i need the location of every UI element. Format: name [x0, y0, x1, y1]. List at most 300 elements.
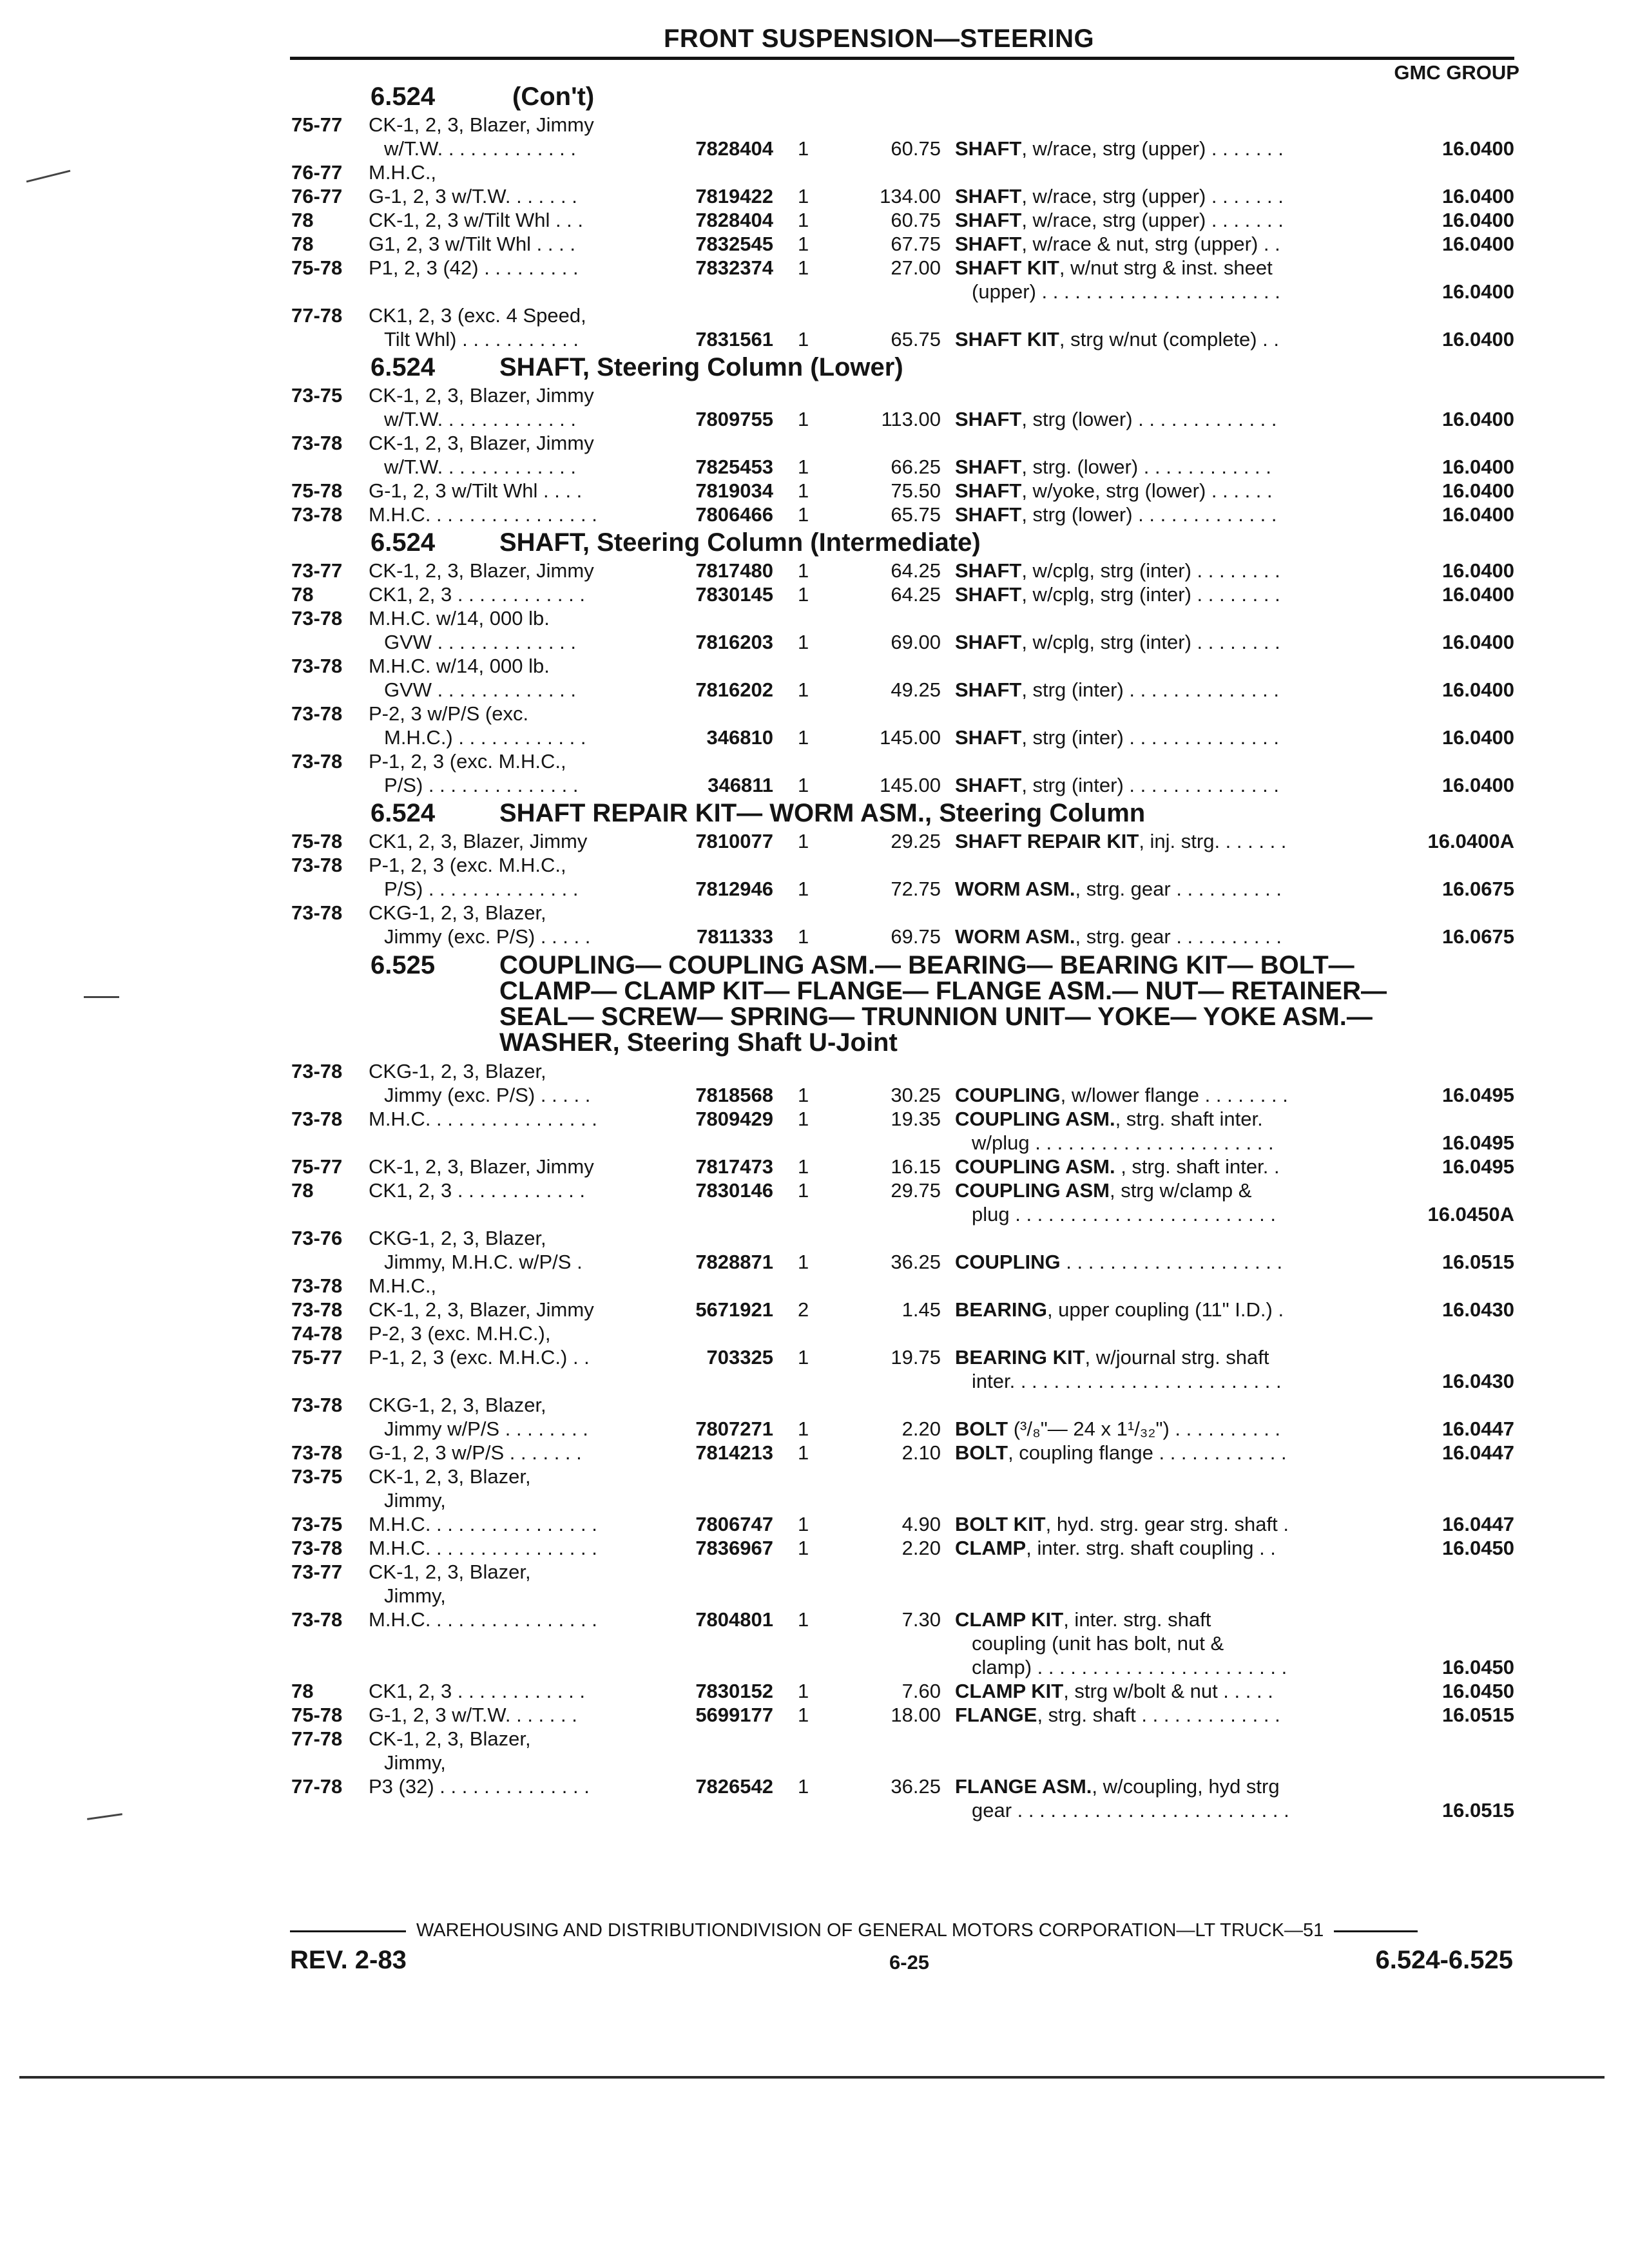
part-name: SHAFT [955, 479, 1022, 502]
parts-row [0, 160, 1629, 184]
part-description [955, 1250, 1282, 1274]
year-range: 73-75 [291, 1513, 343, 1535]
price: 60.75 [891, 137, 941, 160]
year-range: 73-75 [291, 384, 343, 407]
model-application: P1, 2, 3 (42) . . . . . . . . . [369, 256, 579, 279]
quantity: 1 [798, 1608, 809, 1631]
part-name: BEARING KIT [955, 1346, 1085, 1369]
part-description [955, 1083, 1288, 1107]
year-range: 78 [291, 1179, 314, 1202]
model-application: Jimmy, [384, 1751, 446, 1774]
revision-label: REV. 2-83 [290, 1946, 407, 1974]
part-detail: , w/race, strg (upper) . . . . . . . [1021, 137, 1284, 160]
part-description [955, 1178, 1251, 1202]
year-range: 73-78 [291, 432, 343, 454]
reference-number: 16.0400 [1441, 774, 1514, 796]
model-application: P-1, 2, 3 (exc. M.H.C., [369, 750, 566, 773]
model-application: P-2, 3 (exc. M.H.C.), [369, 1322, 551, 1345]
scan-edge-line [19, 2076, 1605, 2079]
year-range: 77-78 [291, 304, 343, 327]
part-name: SHAFT [955, 583, 1022, 606]
model-application: CK-1, 2, 3, Blazer, Jimmy [369, 1298, 594, 1321]
section-title: SHAFT REPAIR KIT— WORM ASM., Steering Column [499, 799, 1146, 827]
part-name: SHAFT KIT [955, 256, 1059, 279]
price: 7.30 [901, 1608, 941, 1631]
year-range: 78 [291, 209, 314, 231]
reference-number: 16.0675 [1441, 925, 1514, 948]
year-range: 75-78 [291, 1704, 343, 1726]
part-number: 7828871 [695, 1251, 773, 1273]
price: 66.25 [891, 456, 941, 478]
model-application: CK-1, 2, 3, Blazer, Jimmy [369, 1155, 594, 1178]
part-detail: , w/coupling, hyd strg [1092, 1775, 1280, 1798]
parts-row [0, 184, 1629, 208]
parts-row [0, 829, 1629, 853]
price: 19.35 [891, 1108, 941, 1130]
part-name: CLAMP KIT [955, 1608, 1064, 1631]
model-application: M.H.C. w/14, 000 lb. [369, 655, 550, 677]
part-name: COUPLING [955, 1251, 1061, 1273]
model-application: P3 (32) . . . . . . . . . . . . . . [369, 1775, 590, 1798]
parts-row [0, 773, 1629, 797]
reference-number: 16.0400 [1441, 137, 1514, 160]
year-range: 73-76 [291, 1227, 343, 1249]
price: 72.75 [891, 878, 941, 900]
parts-row [0, 1774, 1629, 1798]
price: 75.50 [891, 479, 941, 502]
part-name: FLANGE ASM. [955, 1775, 1092, 1798]
section-title [499, 952, 1530, 1055]
year-range: 73-78 [291, 1441, 343, 1464]
quantity: 1 [798, 1179, 809, 1202]
model-application: CK-1, 2, 3, Blazer, Jimmy [369, 559, 594, 582]
reference-number: 16.0400 [1441, 631, 1514, 653]
year-range: 73-78 [291, 1060, 343, 1082]
price: 113.00 [881, 408, 941, 430]
price: 49.25 [891, 678, 941, 701]
part-number: 5671921 [695, 1298, 773, 1321]
parts-row [0, 383, 1629, 407]
part-description [972, 280, 1280, 303]
part-detail: , strg (lower) . . . . . . . . . . . . . [1021, 503, 1277, 526]
parts-row [0, 1536, 1629, 1560]
part-number: 7806466 [695, 503, 773, 526]
part-number: 7806747 [695, 1513, 773, 1535]
model-application: Jimmy, M.H.C. w/P/S . [384, 1251, 583, 1273]
model-application: CK-1, 2, 3, Blazer, Jimmy [369, 432, 594, 454]
year-range: 75-77 [291, 113, 343, 136]
part-description [955, 208, 1284, 232]
model-application: CK1, 2, 3 . . . . . . . . . . . . [369, 1179, 585, 1202]
header-rule [290, 57, 1514, 60]
reference-number: 16.0400 [1441, 456, 1514, 478]
quantity: 1 [798, 1346, 809, 1369]
quantity: 1 [798, 631, 809, 653]
parts-row [0, 1488, 1629, 1512]
reference-number: 16.0400 [1441, 559, 1514, 582]
reference-number: 16.0515 [1441, 1251, 1514, 1273]
part-name: SHAFT [955, 774, 1022, 796]
part-detail: , strg. gear . . . . . . . . . . [1075, 878, 1282, 900]
parts-row [0, 1512, 1629, 1536]
parts-row [0, 407, 1629, 431]
year-range: 75-78 [291, 256, 343, 279]
reference-number: 16.0450 [1441, 1656, 1514, 1678]
reference-number: 16.0447 [1441, 1418, 1514, 1440]
parts-row [0, 877, 1629, 901]
part-name: SHAFT [955, 233, 1022, 255]
model-application: M.H.C., [369, 161, 437, 184]
quantity: 1 [798, 209, 809, 231]
parts-row [0, 1202, 1629, 1226]
parts-row [0, 678, 1629, 702]
section-heading [0, 948, 1629, 1059]
part-description [955, 678, 1279, 702]
part-description [955, 1608, 1211, 1631]
part-name: COUPLING ASM. [955, 1155, 1115, 1178]
part-description [955, 479, 1273, 503]
quantity: 1 [798, 408, 809, 430]
year-range: 73-78 [291, 1274, 343, 1297]
model-application: CK-1, 2, 3, Blazer, [369, 1465, 531, 1488]
part-number: 7832545 [695, 233, 773, 255]
year-range: 76-77 [291, 161, 343, 184]
reference-number: 16.0495 [1441, 1084, 1514, 1106]
part-detail: (upper) . . . . . . . . . . . . . . . . . . . . . . [972, 280, 1280, 303]
part-detail: . . . . . . . . . . . . . . . . . . . . [1060, 1251, 1283, 1273]
quantity: 1 [798, 559, 809, 582]
parts-row [0, 327, 1629, 351]
price: 65.75 [891, 328, 941, 351]
parts-row [0, 630, 1629, 654]
part-name: FLANGE [955, 1704, 1037, 1726]
price: 29.25 [891, 830, 941, 852]
part-detail: , strg. (lower) . . . . . . . . . . . . [1021, 456, 1271, 478]
parts-row [0, 232, 1629, 256]
part-detail: , strg (inter) . . . . . . . . . . . . . . [1021, 726, 1279, 749]
part-description [955, 582, 1280, 606]
model-application: G-1, 2, 3 w/T.W. . . . . . . [369, 1704, 577, 1726]
reference-number: 16.0675 [1441, 878, 1514, 900]
price: 69.00 [891, 631, 941, 653]
part-number: 7836967 [695, 1537, 773, 1559]
part-detail: , strg. shaft inter. . [1115, 1155, 1280, 1178]
quantity: 1 [798, 726, 809, 749]
parts-row [0, 1608, 1629, 1631]
model-application: Jimmy, [384, 1489, 446, 1512]
section-heading [0, 526, 1629, 559]
quantity: 1 [798, 583, 809, 606]
part-number: 703325 [706, 1346, 773, 1369]
part-name: CLAMP KIT [955, 1680, 1064, 1702]
price: 64.25 [891, 583, 941, 606]
year-range: 74-78 [291, 1322, 343, 1345]
reference-number: 16.0430 [1441, 1298, 1514, 1321]
section-number: 6.524 [371, 799, 436, 827]
part-detail: , hyd. strg. gear strg. shaft . [1045, 1513, 1289, 1535]
year-range: 75-77 [291, 1155, 343, 1178]
quantity: 1 [798, 1155, 809, 1178]
part-number: 7828404 [695, 137, 773, 160]
quantity: 1 [798, 1251, 809, 1273]
model-application: Tilt Whl) . . . . . . . . . . . [384, 328, 579, 351]
parts-row [0, 1345, 1629, 1369]
model-application: CKG-1, 2, 3, Blazer, [369, 1060, 546, 1082]
part-number: 7825453 [695, 456, 773, 478]
section-title: (Con't) [512, 82, 595, 111]
part-detail: , strg (inter) . . . . . . . . . . . . . . [1021, 678, 1279, 701]
reference-number: 16.0400 [1441, 185, 1514, 207]
parts-row [0, 137, 1629, 160]
parts-row [0, 925, 1629, 948]
part-detail: , strg. shaft inter. [1115, 1108, 1263, 1130]
parts-row [0, 1727, 1629, 1751]
part-description [955, 726, 1279, 749]
part-description [972, 1202, 1276, 1226]
parts-row [0, 113, 1629, 137]
footer-rule-left [290, 1930, 406, 1932]
parts-row [0, 1107, 1629, 1131]
parts-row [0, 1131, 1629, 1155]
quantity: 1 [798, 233, 809, 255]
reference-number: 16.0495 [1441, 1155, 1514, 1178]
part-number: 7830152 [695, 1680, 773, 1702]
section-title-line: WASHER, Steering Shaft U-Joint [499, 1028, 898, 1057]
part-detail: inter. . . . . . . . . . . . . . . . . . . . . . . . . [972, 1370, 1282, 1392]
part-description [955, 829, 1286, 853]
part-description [955, 1155, 1280, 1178]
model-application: w/T.W. . . . . . . . . . . . . [384, 456, 576, 478]
part-detail: , w/cplg, strg (inter) . . . . . . . . [1021, 583, 1280, 606]
part-description [955, 1703, 1280, 1727]
quantity: 1 [798, 1418, 809, 1440]
parts-row [0, 1059, 1629, 1083]
quantity: 1 [798, 503, 809, 526]
section-title-line: SEAL— SCREW— SPRING— TRUNNION UNIT— YOKE— YOKE ASM.— [499, 1003, 1373, 1031]
part-name: SHAFT [955, 137, 1022, 160]
model-application: M.H.C.) . . . . . . . . . . . . [384, 726, 586, 749]
part-number: 7830146 [695, 1179, 773, 1202]
reference-number: 16.0400 [1441, 583, 1514, 606]
part-name: COUPLING ASM [955, 1179, 1110, 1202]
part-name: COUPLING [955, 1084, 1061, 1106]
part-detail: , strg w/nut (complete) . . [1059, 328, 1279, 351]
year-range: 73-78 [291, 1394, 343, 1416]
reference-number: 16.0447 [1441, 1441, 1514, 1464]
reference-number: 16.0400 [1441, 408, 1514, 430]
page-title: FRONT SUSPENSION—STEERING [664, 24, 1095, 53]
quantity: 1 [798, 137, 809, 160]
price: 16.15 [891, 1155, 941, 1178]
model-application: GVW . . . . . . . . . . . . . [384, 678, 576, 701]
price: 2.20 [901, 1418, 941, 1440]
model-application: M.H.C. w/14, 000 lb. [369, 607, 550, 629]
scan-mark [84, 996, 119, 998]
quantity: 1 [798, 1775, 809, 1798]
model-application: GVW . . . . . . . . . . . . . [384, 631, 576, 653]
model-application: Jimmy, [384, 1584, 446, 1607]
parts-row [0, 1393, 1629, 1417]
model-application: P-1, 2, 3 (exc. M.H.C., [369, 854, 566, 876]
quantity: 1 [798, 878, 809, 900]
parts-row [0, 1155, 1629, 1178]
part-number: 346810 [706, 726, 773, 749]
parts-row [0, 431, 1629, 455]
part-detail: , strg (inter) . . . . . . . . . . . . . . [1021, 774, 1279, 796]
model-application: Jimmy w/P/S . . . . . . . . [384, 1418, 588, 1440]
year-range: 78 [291, 233, 314, 255]
part-description [955, 630, 1280, 654]
model-application: P/S) . . . . . . . . . . . . . . [384, 774, 579, 796]
parts-row [0, 1584, 1629, 1608]
part-description [955, 1417, 1280, 1441]
model-application: CKG-1, 2, 3, Blazer, [369, 1227, 546, 1249]
price: 18.00 [891, 1704, 941, 1726]
part-name: SHAFT [955, 408, 1022, 430]
quantity: 1 [798, 185, 809, 207]
model-application: CKG-1, 2, 3, Blazer, [369, 1394, 546, 1416]
section-title-line: CLAMP— CLAMP KIT— FLANGE— FLANGE ASM.— NUT— RETAINER— [499, 977, 1387, 1005]
parts-row [0, 1465, 1629, 1488]
model-application: w/T.W. . . . . . . . . . . . . [384, 408, 576, 430]
part-description [972, 1798, 1289, 1822]
price: 67.75 [891, 233, 941, 255]
part-detail: , w/race, strg (upper) . . . . . . . [1021, 185, 1284, 207]
part-detail: , w/yoke, strg (lower) . . . . . . [1021, 479, 1273, 502]
part-name: WORM ASM. [955, 878, 1075, 900]
part-description [955, 1679, 1273, 1703]
quantity: 1 [798, 830, 809, 852]
part-detail: clamp) . . . . . . . . . . . . . . . . . . . . . . . [972, 1656, 1287, 1678]
year-range: 78 [291, 583, 314, 606]
quantity: 1 [798, 328, 809, 351]
section-range: 6.524-6.525 [1375, 1946, 1513, 1974]
price: 30.25 [891, 1084, 941, 1106]
model-application: M.H.C. . . . . . . . . . . . . . . . [369, 503, 597, 526]
part-detail: , w/lower flange . . . . . . . . [1060, 1084, 1288, 1106]
part-number: 7812946 [695, 878, 773, 900]
parts-list [0, 81, 1629, 1822]
part-number: 346811 [708, 774, 773, 796]
part-detail: , w/race, strg (upper) . . . . . . . [1021, 209, 1284, 231]
part-description [955, 1536, 1276, 1560]
parts-row [0, 1655, 1629, 1679]
part-name: SHAFT [955, 209, 1022, 231]
part-name: COUPLING ASM. [955, 1108, 1115, 1130]
parts-row [0, 479, 1629, 503]
model-application: M.H.C. . . . . . . . . . . . . . . . [369, 1108, 597, 1130]
quantity: 1 [798, 1441, 809, 1464]
parts-row [0, 1274, 1629, 1298]
year-range: 73-78 [291, 607, 343, 629]
parts-row [0, 749, 1629, 773]
part-name: BEARING [955, 1298, 1047, 1321]
part-description [955, 1107, 1263, 1131]
year-range: 76-77 [291, 185, 343, 207]
part-detail: , w/cplg, strg (inter) . . . . . . . . [1021, 631, 1280, 653]
parts-row [0, 503, 1629, 526]
part-number: 7814213 [695, 1441, 773, 1464]
part-detail: (³/₈"— 24 x 1¹/₃₂") . . . . . . . . . . [1008, 1418, 1281, 1440]
reference-number: 16.0400 [1441, 280, 1514, 303]
model-application: CK1, 2, 3, Blazer, Jimmy [369, 830, 588, 852]
part-name: SHAFT [955, 678, 1022, 701]
parts-row [0, 1369, 1629, 1393]
part-description [955, 327, 1279, 351]
year-range: 73-78 [291, 1298, 343, 1321]
section-heading [0, 351, 1629, 383]
reference-number: 16.0495 [1441, 1131, 1514, 1154]
model-application: M.H.C. . . . . . . . . . . . . . . . [369, 1537, 597, 1559]
model-application: G1, 2, 3 w/Tilt Whl . . . . [369, 233, 575, 255]
reference-number: 16.0430 [1441, 1370, 1514, 1392]
price: 65.75 [891, 503, 941, 526]
model-application: CKG-1, 2, 3, Blazer, [369, 901, 546, 924]
model-application: CK-1, 2, 3, Blazer, [369, 1561, 531, 1583]
part-number: 7832374 [695, 256, 773, 279]
parts-row [0, 1178, 1629, 1202]
year-range: 77-78 [291, 1775, 343, 1798]
reference-number: 16.0400 [1441, 328, 1514, 351]
part-name: SHAFT [955, 185, 1022, 207]
reference-number: 16.0515 [1441, 1799, 1514, 1821]
part-detail: , strg. gear . . . . . . . . . . [1075, 925, 1282, 948]
part-number: 7831561 [695, 328, 773, 351]
quantity: 1 [798, 479, 809, 502]
part-name: BOLT [955, 1441, 1008, 1464]
part-description [955, 256, 1273, 280]
price: 27.00 [891, 256, 941, 279]
year-range: 73-78 [291, 655, 343, 677]
model-application: Jimmy (exc. P/S) . . . . . [384, 925, 591, 948]
parts-row [0, 606, 1629, 630]
model-application: CK-1, 2, 3 w/Tilt Whl . . . [369, 209, 584, 231]
parts-row [0, 280, 1629, 303]
price: 2.20 [901, 1537, 941, 1559]
reference-number: 16.0400 [1441, 678, 1514, 701]
price: 7.60 [901, 1680, 941, 1702]
parts-row [0, 1250, 1629, 1274]
model-application: CK-1, 2, 3, Blazer, Jimmy [369, 113, 594, 136]
part-number: 7816202 [695, 678, 773, 701]
parts-row [0, 1441, 1629, 1465]
part-detail: , inj. strg. . . . . . . [1139, 830, 1287, 852]
part-detail: , upper coupling (11" I.D.) . [1046, 1298, 1284, 1321]
year-range: 73-75 [291, 1465, 343, 1488]
part-description [972, 1631, 1224, 1655]
price: 19.75 [891, 1346, 941, 1369]
section-heading [0, 81, 1629, 113]
parts-row [0, 1321, 1629, 1345]
part-detail: gear . . . . . . . . . . . . . . . . . . . . . . . . . [972, 1799, 1289, 1821]
section-number: 6.524 [371, 528, 436, 557]
part-name: SHAFT [955, 503, 1022, 526]
part-number: 7809429 [695, 1108, 773, 1130]
part-detail: , w/cplg, strg (inter) . . . . . . . . [1021, 559, 1280, 582]
part-name: SHAFT [955, 456, 1022, 478]
part-number: 7810077 [695, 830, 773, 852]
quantity: 1 [798, 1108, 809, 1130]
quantity: 1 [798, 1513, 809, 1535]
price: 145.00 [880, 726, 941, 749]
model-application: CK1, 2, 3 . . . . . . . . . . . . [369, 583, 585, 606]
parts-row [0, 1226, 1629, 1250]
price: 134.00 [880, 185, 941, 207]
model-application: Jimmy (exc. P/S) . . . . . [384, 1084, 591, 1106]
price: 145.00 [880, 774, 941, 796]
quantity: 2 [798, 1298, 809, 1321]
parts-row [0, 1679, 1629, 1703]
